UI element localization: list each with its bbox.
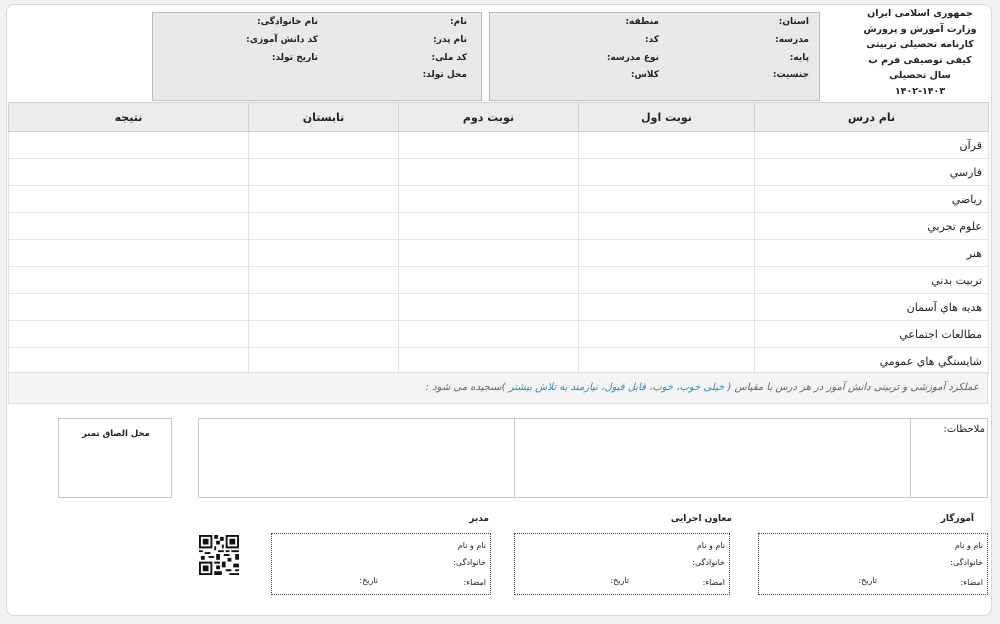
table-row (9, 132, 989, 159)
grade-cell[interactable] (249, 186, 399, 213)
table-row (9, 186, 989, 213)
grade-cell[interactable] (9, 348, 249, 375)
title-line: کارنامه تحصیلی تربیتی (866, 39, 974, 51)
notes-label-divider (910, 418, 911, 498)
notes-area[interactable] (198, 418, 988, 498)
principal-signature-box[interactable] (271, 533, 491, 595)
assessment-prefix: عملکرد آموزشی و تربیتی دانش آموز در هر درس با مقیاس ( (727, 382, 979, 393)
teacher-title: آموزگار (940, 514, 974, 524)
grade-cell[interactable] (249, 321, 399, 348)
subject-cell: فارسي (755, 159, 989, 186)
grade-cell[interactable] (249, 348, 399, 375)
table-row (9, 321, 989, 348)
student-info-box (152, 12, 482, 101)
grade-cell[interactable] (579, 159, 755, 186)
grade-cell[interactable] (249, 159, 399, 186)
grade-cell[interactable] (249, 267, 399, 294)
sign-label: امضاء: (960, 578, 983, 587)
notes-divider (514, 418, 515, 498)
grade-cell[interactable] (399, 159, 579, 186)
grades-table (8, 102, 989, 375)
name-label: نام و نام (457, 541, 486, 550)
grade-cell[interactable] (9, 294, 249, 321)
student-code-label: کد دانش آموزی: (246, 35, 318, 45)
report-title-block (854, 6, 986, 100)
grade-cell[interactable] (399, 240, 579, 267)
grade-cell[interactable] (9, 240, 249, 267)
code-label: کد: (644, 35, 659, 45)
region-label: منطقه: (625, 17, 659, 27)
title-line: سال تحصیلی (889, 70, 951, 82)
name-label: نام و نام (696, 541, 725, 550)
table-row (9, 294, 989, 321)
grade-cell[interactable] (9, 213, 249, 240)
birthplace-label: محل تولد: (422, 70, 467, 80)
grade-cell[interactable] (579, 294, 755, 321)
grade-cell[interactable] (579, 267, 755, 294)
title-line: جمهوری اسلامی ایران (867, 8, 973, 19)
date-label: تاریخ: (858, 576, 877, 585)
school-info-box (489, 12, 820, 101)
gender-label: جنسیت: (772, 70, 809, 80)
stamp-label: محل الصاق تمبر (82, 429, 150, 439)
col-summer: تابستان (249, 103, 399, 132)
table-row (9, 240, 989, 267)
grade-cell[interactable] (9, 186, 249, 213)
grade-label: پایه: (789, 53, 809, 63)
family-label: خانوادگی: (453, 558, 486, 567)
grade-cell[interactable] (579, 186, 755, 213)
first-name-label: نام: (450, 17, 467, 27)
deputy-signature-box[interactable] (514, 533, 730, 595)
col-first-term: نوبت اول (579, 103, 755, 132)
deputy-title: معاون اجرایی (670, 514, 732, 524)
date-label: تاریخ: (610, 576, 629, 585)
grade-cell[interactable] (399, 321, 579, 348)
grade-cell[interactable] (399, 267, 579, 294)
grade-cell[interactable] (399, 186, 579, 213)
teacher-signature-box[interactable] (758, 533, 988, 595)
col-result: نتیجه (9, 103, 249, 132)
grade-cell[interactable] (579, 132, 755, 159)
grade-cell[interactable] (249, 294, 399, 321)
father-name-label: نام پدر: (433, 35, 467, 45)
grade-cell[interactable] (399, 132, 579, 159)
subject-cell: علوم تجربي (755, 213, 989, 240)
subject-cell: هنر (755, 240, 989, 267)
principal-title: مدیر (469, 514, 489, 524)
family-label: خانوادگی: (692, 558, 725, 567)
assessment-note (8, 372, 988, 404)
school-label: مدرسه: (775, 35, 809, 45)
assessment-scale: خیلی خوب، خوب، قابل قبول، نیازمند به تلاش بیشتر (508, 382, 725, 393)
grade-cell[interactable] (399, 213, 579, 240)
subject-cell: رياضي (755, 186, 989, 213)
title-line: وزارت آموزش و پرورش (863, 23, 977, 35)
family-label: خانوادگی: (950, 558, 983, 567)
qr-code-icon (199, 535, 239, 579)
notes-label: ملاحظات: (943, 424, 985, 435)
name-label: نام و نام (954, 541, 983, 550)
date-label: تاریخ: (359, 576, 378, 585)
table-row (9, 213, 989, 240)
subject-cell: قرآن (755, 132, 989, 159)
assessment-suffix: )سنجیده می شود : (425, 382, 506, 393)
col-subject-name: نام درس (755, 103, 989, 132)
province-label: استان: (778, 17, 809, 27)
subject-cell: هديه هاي آسمان (755, 294, 989, 321)
class-label: کلاس: (630, 70, 659, 80)
subject-cell: مطالعات اجتماعي (755, 321, 989, 348)
table-row (9, 267, 989, 294)
grade-cell[interactable] (249, 240, 399, 267)
grade-cell[interactable] (399, 294, 579, 321)
last-name-label: نام خانوادگی: (256, 17, 318, 27)
sign-label: امضاء: (702, 578, 725, 587)
school-type-label: نوع مدرسه: (606, 53, 659, 63)
national-code-label: کد ملی: (431, 53, 467, 63)
table-row (9, 159, 989, 186)
subject-cell: تربيت بدني (755, 267, 989, 294)
academic-year: ۱۴۰۲-۱۴۰۳ (894, 85, 946, 97)
grade-cell[interactable] (579, 348, 755, 375)
grade-cell[interactable] (9, 321, 249, 348)
table-row (9, 348, 989, 375)
grade-cell[interactable] (9, 132, 249, 159)
grade-cell[interactable] (399, 348, 579, 375)
subject-cell: شايستگي هاي عمومي (755, 348, 989, 375)
grade-cell[interactable] (579, 240, 755, 267)
grade-cell[interactable] (579, 321, 755, 348)
title-line: کیفی توصیفی فرم ب (868, 54, 972, 66)
col-second-term: نوبت دوم (399, 103, 579, 132)
grade-cell[interactable] (9, 159, 249, 186)
grade-cell[interactable] (249, 213, 399, 240)
grade-cell[interactable] (9, 267, 249, 294)
table-header-row (9, 103, 989, 132)
sign-label: امضاء: (463, 578, 486, 587)
grade-cell[interactable] (249, 132, 399, 159)
grade-cell[interactable] (579, 213, 755, 240)
birth-date-label: تاریخ تولد: (271, 53, 318, 63)
